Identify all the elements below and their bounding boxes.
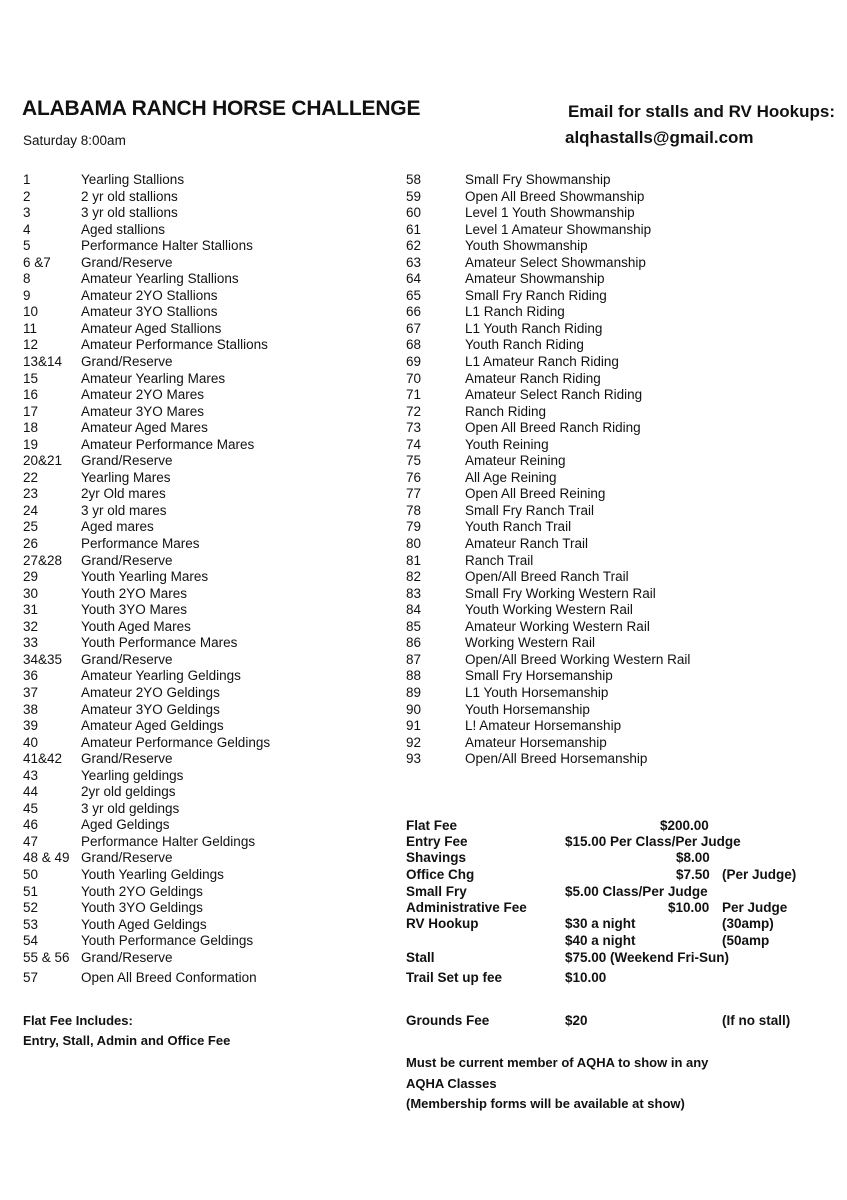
class-entry — [406, 189, 690, 206]
class-name: Amateur Reining — [465, 453, 566, 469]
class-entry — [23, 503, 270, 520]
fee-rv-note-2: (50amp — [722, 933, 770, 948]
class-entry — [23, 751, 270, 768]
class-number: 57 — [23, 970, 39, 986]
class-name: All Age Reining — [465, 469, 557, 485]
class-name: Youth Horsemanship — [465, 701, 590, 717]
class-name: Amateur Aged Mares — [81, 420, 208, 436]
membership-note-line-2: AQHA Classes — [406, 1076, 497, 1091]
class-number: 39 — [23, 718, 39, 734]
fee-rv-note-1: (30amp) — [722, 916, 774, 931]
class-name: Yearling Mares — [81, 469, 171, 485]
class-entry — [23, 586, 270, 603]
class-name: Amateur Ranch Trail — [465, 536, 589, 552]
class-number: 40 — [23, 734, 39, 750]
class-number: 83 — [406, 585, 422, 601]
class-number: 53 — [23, 916, 39, 932]
event-title: ALABAMA RANCH HORSE CHALLENGE — [22, 97, 421, 120]
class-number: 25 — [23, 519, 39, 535]
class-entry — [23, 619, 270, 636]
class-name: Youth Ranch Trail — [465, 519, 572, 535]
class-entry — [406, 337, 690, 354]
fee-rv-label: RV Hookup — [406, 916, 479, 931]
class-number: 15 — [23, 370, 39, 386]
class-entry — [406, 304, 690, 321]
class-number: 36 — [23, 668, 39, 684]
class-entry — [406, 321, 690, 338]
class-entry — [23, 685, 270, 702]
class-number: 55 & 56 — [23, 949, 70, 965]
class-number: 50 — [23, 866, 39, 882]
class-entry — [406, 437, 690, 454]
class-number: 67 — [406, 320, 422, 336]
class-name: Small Fry Working Western Rail — [465, 585, 656, 601]
class-number: 62 — [406, 238, 422, 254]
class-entry — [23, 486, 270, 503]
class-number: 52 — [23, 900, 39, 916]
class-number: 65 — [406, 287, 422, 303]
class-name: Open All Breed Conformation — [81, 970, 257, 986]
class-number: 88 — [406, 668, 422, 684]
class-number: 13&14 — [23, 354, 63, 370]
class-entry — [23, 238, 270, 255]
class-entry — [406, 735, 690, 752]
class-name: Aged Geldings — [81, 817, 170, 833]
class-name: Youth Aged Geldings — [81, 916, 207, 932]
class-entry — [406, 371, 690, 388]
fee-grounds-value: $20 — [565, 1013, 588, 1028]
class-entry — [406, 288, 690, 305]
class-name: L1 Youth Ranch Riding — [465, 320, 603, 336]
class-name: Youth Reining — [465, 436, 549, 452]
class-entry — [23, 933, 270, 950]
class-number: 23 — [23, 486, 39, 502]
class-name: Youth 3YO Geldings — [81, 900, 203, 916]
class-name: Amateur Select Ranch Riding — [465, 387, 643, 403]
class-entry — [406, 519, 690, 536]
class-name: Grand/Reserve — [81, 254, 173, 270]
class-number: 18 — [23, 420, 39, 436]
class-name: Amateur 3YO Geldings — [81, 701, 220, 717]
class-name: Grand/Reserve — [81, 850, 173, 866]
class-name: Amateur 3YO Mares — [81, 403, 205, 419]
class-entry — [406, 205, 690, 222]
class-entry — [23, 569, 270, 586]
class-number: 37 — [23, 684, 39, 700]
class-entry — [23, 470, 270, 487]
class-entry — [23, 387, 270, 404]
class-name: Amateur Working Western Rail — [465, 618, 650, 634]
fee-smallfry-value: $5.00 Class/Per Judge — [565, 884, 708, 899]
class-number: 34&35 — [23, 651, 63, 667]
class-name: Small Fry Showmanship — [465, 172, 611, 187]
class-entry — [23, 337, 270, 354]
class-name: Youth Performance Mares — [81, 635, 238, 651]
class-number: 85 — [406, 618, 422, 634]
class-name: Grand/Reserve — [81, 949, 173, 965]
class-name: 3 yr old geldings — [81, 800, 180, 816]
class-name: Level 1 Amateur Showmanship — [465, 221, 652, 237]
class-name: Amateur Yearling Mares — [81, 370, 226, 386]
class-name: Amateur 2YO Geldings — [81, 684, 220, 700]
class-entry — [23, 867, 270, 884]
class-entry — [406, 238, 690, 255]
class-entry — [23, 420, 270, 437]
class-name: Amateur Yearling Geldings — [81, 668, 241, 684]
class-number: 5 — [23, 238, 31, 254]
class-number: 43 — [23, 767, 39, 783]
class-name: Amateur Ranch Riding — [465, 370, 601, 386]
class-entry — [23, 553, 270, 570]
class-name: Amateur Showmanship — [465, 271, 605, 287]
fee-shavings-label: Shavings — [406, 850, 467, 865]
class-entry — [406, 668, 690, 685]
class-number: 78 — [406, 502, 422, 518]
class-entry — [406, 470, 690, 487]
fee-admin-note: Per Judge — [722, 900, 788, 915]
class-entry — [406, 536, 690, 553]
class-number: 74 — [406, 436, 422, 452]
class-entry — [23, 189, 270, 206]
class-entry — [23, 271, 270, 288]
class-number: 17 — [23, 403, 39, 419]
class-number: 90 — [406, 701, 422, 717]
class-number: 60 — [406, 205, 422, 221]
class-number: 8 — [23, 271, 31, 287]
class-name: 2yr Old mares — [81, 486, 166, 502]
class-entry — [23, 950, 270, 967]
class-number: 1 — [23, 172, 31, 187]
class-name: Performance Halter Stallions — [81, 238, 253, 254]
class-entry — [23, 801, 270, 818]
membership-note-line-3: (Membership forms will be available at show) — [406, 1096, 685, 1111]
class-name: Aged stallions — [81, 221, 166, 237]
class-entry — [23, 702, 270, 719]
class-name: Youth Performance Geldings — [81, 933, 254, 949]
class-entry — [406, 553, 690, 570]
class-number: 3 — [23, 205, 31, 221]
class-name: Small Fry Ranch Riding — [465, 287, 607, 303]
class-name: Youth 3YO Mares — [81, 602, 188, 618]
email-label: Email for stalls and RV Hookups: — [567, 102, 835, 121]
class-entry — [23, 321, 270, 338]
class-entry — [406, 569, 690, 586]
class-entry — [23, 404, 270, 421]
fee-office-value: $7.50 — [676, 867, 710, 882]
class-number: 31 — [23, 602, 39, 618]
class-entry — [23, 602, 270, 619]
class-list-right — [406, 172, 690, 768]
class-name: Ranch Riding — [465, 403, 547, 419]
class-list-left — [23, 172, 270, 987]
event-subtitle: Saturday 8:00am — [23, 133, 126, 148]
class-number: 73 — [406, 420, 422, 436]
class-number: 66 — [406, 304, 422, 320]
class-name: Level 1 Youth Showmanship — [465, 205, 635, 221]
class-entry — [23, 172, 270, 189]
class-name: Amateur Select Showmanship — [465, 254, 646, 270]
class-name: Grand/Reserve — [81, 651, 173, 667]
class-number: 10 — [23, 304, 39, 320]
class-entry — [406, 635, 690, 652]
class-number: 16 — [23, 387, 39, 403]
class-entry — [406, 387, 690, 404]
class-number: 68 — [406, 337, 422, 353]
class-entry — [23, 668, 270, 685]
class-number: 2 — [23, 188, 31, 204]
class-number: 75 — [406, 453, 422, 469]
class-entry — [23, 652, 270, 669]
class-number: 12 — [23, 337, 39, 353]
class-name: Performance Mares — [81, 536, 200, 552]
class-name: 2yr old geldings — [81, 784, 176, 800]
class-entry — [406, 602, 690, 619]
class-number: 22 — [23, 469, 39, 485]
class-entry — [23, 635, 270, 652]
class-name: Amateur Horsemanship — [465, 734, 607, 750]
class-name: 2 yr old stallions — [81, 188, 178, 204]
class-name: Amateur Performance Stallions — [81, 337, 268, 353]
class-number: 69 — [406, 354, 422, 370]
class-entry — [406, 751, 690, 768]
class-name: L1 Amateur Ranch Riding — [465, 354, 619, 370]
class-name: Open/All Breed Ranch Trail — [465, 569, 629, 585]
class-entry — [23, 304, 270, 321]
class-name: Youth Showmanship — [465, 238, 588, 254]
class-number: 44 — [23, 784, 39, 800]
membership-note-line-1: Must be current member of AQHA to show in any — [406, 1055, 709, 1070]
class-name: Amateur Yearling Stallions — [81, 271, 239, 287]
class-entry — [23, 817, 270, 834]
class-name: Working Western Rail — [465, 635, 596, 651]
class-entry — [23, 768, 270, 785]
class-entry — [406, 354, 690, 371]
class-entry — [23, 437, 270, 454]
class-entry — [406, 718, 690, 735]
fee-rv-value-2: $40 a night — [565, 933, 636, 948]
class-name: Open/All Breed Working Western Rail — [465, 651, 691, 667]
class-entry — [23, 970, 270, 987]
class-number: 72 — [406, 403, 422, 419]
class-number: 48 & 49 — [23, 850, 70, 866]
class-name: Yearling geldings — [81, 767, 184, 783]
class-number: 29 — [23, 569, 39, 585]
class-entry — [406, 420, 690, 437]
class-number: 6 &7 — [23, 254, 51, 270]
class-name: Amateur Performance Geldings — [81, 734, 271, 750]
class-name: 3 yr old mares — [81, 502, 167, 518]
class-name: Youth Yearling Geldings — [81, 866, 224, 882]
class-number: 32 — [23, 618, 39, 634]
class-entry — [406, 702, 690, 719]
class-entry — [23, 222, 270, 239]
fee-grounds-note: (If no stall) — [722, 1013, 791, 1028]
class-entry — [406, 271, 690, 288]
class-entry — [23, 288, 270, 305]
class-entry — [23, 205, 270, 222]
class-number: 38 — [23, 701, 39, 717]
fee-stall-label: Stall — [406, 950, 435, 965]
class-name: Amateur 2YO Stallions — [81, 287, 218, 303]
class-entry — [23, 900, 270, 917]
class-entry — [406, 453, 690, 470]
class-name: Grand/Reserve — [81, 751, 173, 767]
class-name: L1 Youth Horsemanship — [465, 684, 609, 700]
class-name: Youth 2YO Geldings — [81, 883, 203, 899]
class-entry — [23, 784, 270, 801]
class-number: 54 — [23, 933, 39, 949]
class-name: Aged mares — [81, 519, 154, 535]
flat-fee-includes-heading: Flat Fee Includes: — [23, 1013, 133, 1028]
fee-admin-value: $10.00 — [668, 900, 710, 915]
fee-smallfry-label: Small Fry — [406, 884, 467, 899]
class-entry — [406, 503, 690, 520]
class-entry — [23, 735, 270, 752]
class-number: 76 — [406, 469, 422, 485]
class-name: L! Amateur Horsemanship — [465, 718, 622, 734]
class-entry — [406, 404, 690, 421]
class-number: 51 — [23, 883, 39, 899]
class-entry — [23, 834, 270, 851]
class-number: 92 — [406, 734, 422, 750]
class-number: 80 — [406, 536, 422, 552]
class-name: Amateur 3YO Stallions — [81, 304, 218, 320]
class-number: 81 — [406, 552, 422, 568]
class-entry — [23, 519, 270, 536]
class-number: 59 — [406, 188, 422, 204]
class-entry — [23, 850, 270, 867]
fee-flat-label: Flat Fee — [406, 818, 458, 833]
class-number: 84 — [406, 602, 422, 618]
class-number: 4 — [23, 221, 31, 237]
class-entry — [406, 685, 690, 702]
class-entry — [406, 172, 690, 189]
class-number: 45 — [23, 800, 39, 816]
class-name: Youth Aged Mares — [81, 618, 191, 634]
class-name: Grand/Reserve — [81, 453, 173, 469]
fee-rv-value-1: $30 a night — [565, 916, 636, 931]
flat-fee-includes-text: Entry, Stall, Admin and Office Fee — [23, 1033, 231, 1048]
class-name: 3 yr old stallions — [81, 205, 178, 221]
fee-office-note: (Per Judge) — [722, 867, 797, 882]
class-name: Performance Halter Geldings — [81, 833, 256, 849]
class-number: 27&28 — [23, 552, 63, 568]
fee-office-label: Office Chg — [406, 867, 475, 882]
class-entry — [406, 486, 690, 503]
class-name: Yearling Stallions — [81, 172, 185, 187]
class-name: Grand/Reserve — [81, 354, 173, 370]
class-number: 46 — [23, 817, 39, 833]
class-number: 9 — [23, 287, 31, 303]
email-address[interactable]: alqhastalls@gmail.com — [565, 128, 754, 147]
class-number: 82 — [406, 569, 422, 585]
class-name: Small Fry Horsemanship — [465, 668, 613, 684]
fee-shavings-value: $8.00 — [676, 850, 710, 865]
class-entry — [23, 536, 270, 553]
class-entry — [406, 619, 690, 636]
class-number: 20&21 — [23, 453, 63, 469]
class-number: 77 — [406, 486, 422, 502]
class-number: 26 — [23, 536, 39, 552]
class-name: Open All Breed Showmanship — [465, 188, 645, 204]
class-name: Grand/Reserve — [81, 552, 173, 568]
class-name: Youth Ranch Riding — [465, 337, 584, 353]
class-number: 91 — [406, 718, 422, 734]
class-entry — [23, 453, 270, 470]
class-number: 93 — [406, 751, 422, 767]
class-number: 11 — [23, 320, 38, 336]
class-number: 89 — [406, 684, 422, 700]
class-number: 30 — [23, 585, 39, 601]
class-name: Amateur Aged Geldings — [81, 718, 224, 734]
class-name: Ranch Trail — [465, 552, 534, 568]
fee-entry-value: $15.00 Per Class/Per Judge — [565, 834, 741, 849]
class-entry — [406, 586, 690, 603]
class-name: Small Fry Ranch Trail — [465, 502, 595, 518]
class-number: 70 — [406, 370, 422, 386]
class-entry — [23, 354, 270, 371]
fee-trail-label: Trail Set up fee — [406, 970, 503, 985]
fee-admin-label: Administrative Fee — [406, 900, 527, 915]
class-number: 47 — [23, 833, 39, 849]
class-number: 58 — [406, 172, 422, 187]
class-entry — [23, 718, 270, 735]
class-name: Amateur 2YO Mares — [81, 387, 205, 403]
class-entry — [23, 255, 270, 272]
class-entry — [23, 371, 270, 388]
class-entry — [23, 917, 270, 934]
class-name: Youth Working Western Rail — [465, 602, 633, 618]
fee-trail-value: $10.00 — [565, 970, 607, 985]
class-number: 79 — [406, 519, 422, 535]
class-name: Youth Yearling Mares — [81, 569, 209, 585]
class-number: 87 — [406, 651, 422, 667]
class-number: 71 — [406, 387, 422, 403]
fee-entry-label: Entry Fee — [406, 834, 468, 849]
class-number: 33 — [23, 635, 39, 651]
class-name: Open/All Breed Horsemanship — [465, 751, 648, 767]
class-number: 86 — [406, 635, 422, 651]
class-number: 19 — [23, 436, 39, 452]
class-entry — [23, 884, 270, 901]
class-number: 24 — [23, 502, 39, 518]
class-entry — [406, 652, 690, 669]
class-name: Open All Breed Reining — [465, 486, 606, 502]
class-name: Youth 2YO Mares — [81, 585, 188, 601]
class-name: L1 Ranch Riding — [465, 304, 565, 320]
fee-flat-value: $200.00 — [660, 818, 709, 833]
class-name: Open All Breed Ranch Riding — [465, 420, 641, 436]
fee-stall-value: $75.00 (Weekend Fri-Sun) — [565, 950, 730, 965]
class-name: Amateur Aged Stallions — [81, 320, 222, 336]
fee-grounds-label: Grounds Fee — [406, 1013, 490, 1028]
class-number: 63 — [406, 254, 422, 270]
class-number: 41&42 — [23, 751, 63, 767]
class-entry — [406, 222, 690, 239]
class-number: 64 — [406, 271, 422, 287]
class-name: Amateur Performance Mares — [81, 436, 255, 452]
class-entry — [406, 255, 690, 272]
class-number: 61 — [406, 221, 422, 237]
